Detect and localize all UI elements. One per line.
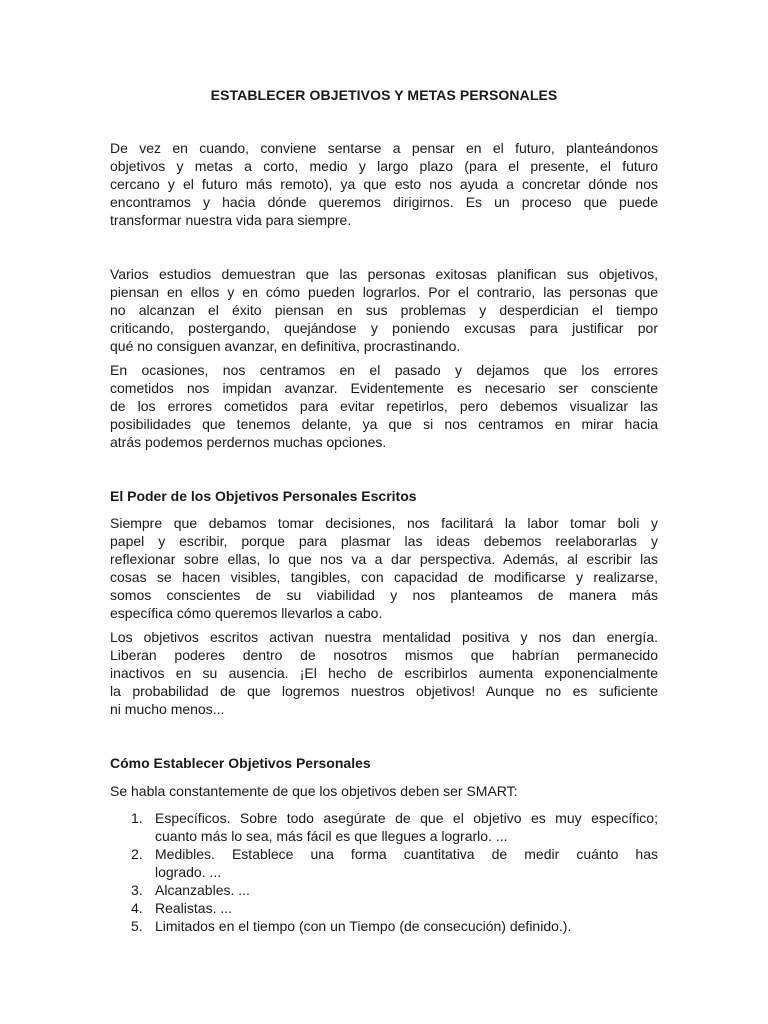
text-line: Medibles. Establece una forma cuantitativa de medir cuánto has: [155, 846, 658, 862]
text-line: Varios estudios demuestran que las personas exitosas planifican sus objetivos,: [110, 266, 658, 282]
text-line: Realistas. ...: [155, 900, 233, 916]
list-number: 1.: [131, 810, 143, 826]
list-item: [110, 917, 658, 935]
text-line: qué no consiguen avanzar, en definitiva, procrastinando.: [110, 338, 461, 354]
text-line: objetivos y metas a corto, medio y largo plazo (para el presente, el futuro: [110, 158, 658, 174]
paragraph-past: [110, 361, 658, 451]
list-number: 4.: [131, 900, 143, 916]
paragraph-energy: [110, 628, 658, 718]
document-title: ESTABLECER OBJETIVOS Y METAS PERSONALES: [210, 87, 558, 103]
text-line: cercano y el futuro más remoto), ya que esto nos ayuda a concretar dónde nos: [110, 176, 658, 192]
text-line: reflexionar sobre ellas, lo que nos va a dar perspectiva. Además, al escribir las: [110, 551, 658, 567]
text-line: Liberan poderes dentro de nosotros mismos que habrían permanecido: [110, 647, 658, 663]
section-heading-how-to: Cómo Establecer Objetivos Personales: [110, 755, 371, 771]
text-line: logrado. ...: [155, 864, 222, 880]
paragraph-studies: [110, 265, 658, 355]
text-line: la probabilidad de que logremos nuestros objetivos! Aunque no es suficiente: [110, 683, 658, 699]
text-line: Limitados en el tiempo (con un Tiempo (de consecución) definido.).: [155, 918, 572, 934]
list-item: [110, 809, 658, 845]
list-item: [110, 899, 658, 917]
smart-list: [110, 809, 658, 935]
text-line: cosas se hacen visibles, tangibles, con capacidad de modificarse y realizarse,: [110, 569, 658, 585]
text-line: no alcanzan el éxito piensan en sus problemas y desperdician el tiempo: [110, 302, 658, 318]
text-line: ni mucho menos...: [110, 701, 225, 717]
list-number: 2.: [131, 846, 143, 862]
paragraph-writing: [110, 514, 658, 622]
text-line: piensan en ellos y en cómo pueden lograrlos. Por el contrario, las personas que: [110, 284, 658, 300]
text-line: encontramos y hacia dónde queremos dirigirnos. Es un proceso que puede: [110, 194, 658, 210]
text-line: papel y escribir, porque para plasmar las ideas debemos reelaborarlas y: [110, 533, 658, 549]
text-line: Los objetivos escritos activan nuestra mentalidad positiva y nos dan energía.: [110, 629, 658, 645]
text-line: inactivos en su ausencia. ¡El hecho de escribirlos aumenta exponencialmente: [110, 665, 658, 681]
text-line: En ocasiones, nos centramos en el pasado y dejamos que los errores: [110, 362, 658, 378]
text-line: Alcanzables. ...: [155, 882, 250, 898]
text-line: de los errores cometidos para evitar repetirlos, pero debemos visualizar las: [110, 398, 658, 414]
text-line: somos conscientes de su viabilidad y nos planteamos de manera más: [110, 587, 658, 603]
list-item: [110, 881, 658, 899]
text-line: cuanto más lo sea, más fácil es que llegues a lograrlo. ...: [155, 828, 508, 844]
text-line: Siempre que debamos tomar decisiones, nos facilitará la labor tomar boli y: [110, 515, 658, 531]
text-line: atrás podemos perdernos muchas opciones.: [110, 434, 387, 450]
text-line: De vez en cuando, conviene sentarse a pensar en el futuro, planteándonos: [110, 140, 658, 156]
paragraph-intro: [110, 139, 658, 229]
text-line: transformar nuestra vida para siempre.: [110, 212, 352, 228]
text-line: criticando, postergando, quejándose y poniendo excusas para justificar por: [110, 320, 658, 336]
text-line: posibilidades que tenemos delante, ya que si nos centramos en mirar hacia: [110, 416, 658, 432]
paragraph-smart-intro: [110, 782, 658, 800]
text-line: Específicos. Sobre todo asegúrate de que el objetivo es muy específico;: [155, 810, 658, 826]
list-number: 3.: [131, 882, 143, 898]
text-line: Se habla constantemente de que los objetivos deben ser SMART:: [110, 783, 518, 799]
text-line: específica cómo queremos llevarlos a cabo.: [110, 605, 383, 621]
list-number: 5.: [131, 918, 143, 934]
text-line: cometidos nos impidan avanzar. Evidentemente es necesario ser consciente: [110, 380, 658, 396]
section-heading-written-goals: El Poder de los Objetivos Personales Escritos: [110, 488, 417, 504]
list-item: [110, 845, 658, 881]
